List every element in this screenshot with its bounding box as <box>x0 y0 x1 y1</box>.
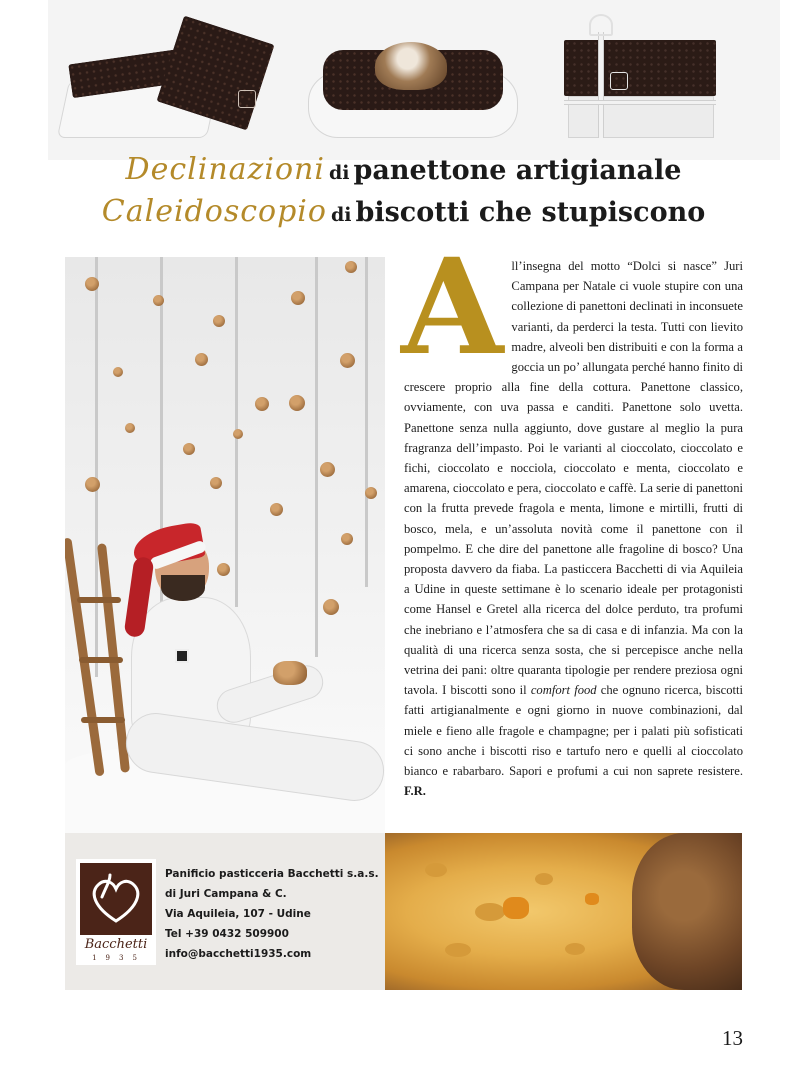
heart-b-icon <box>80 863 152 935</box>
panettone-box-image <box>303 20 533 150</box>
panettone-closeup-photo <box>385 833 742 990</box>
page-number: 13 <box>722 1026 743 1050</box>
headline-line-2 <box>0 194 807 229</box>
contact-owner: di Juri Campana & C. <box>165 888 287 900</box>
headline-connector-1: di <box>328 162 350 184</box>
product-photo-strip <box>48 0 780 160</box>
headline-title-1: panettone artigianale <box>353 155 682 186</box>
author-signature: F.R. <box>404 784 426 799</box>
headline-connector-2: di <box>330 204 352 226</box>
open-gift-box-image <box>58 18 288 148</box>
baker-photo <box>65 257 385 833</box>
headline-title-2: biscotti che stupiscono <box>355 197 706 228</box>
panettone-dome <box>375 42 447 90</box>
article-emphasis: comfort food <box>530 683 597 698</box>
article-text: ll’insegna del motto “Dolci si nasce” Juri Campana per Natale ci vuole stupire con una collezione di panettoni declinati in inconsuete varianti, da perderci la testa. Tutti con lievito madre, alveoli ben distribuiti e con la forma a goccia un po’ allungata perché hanno finito di crescere proprio alla fine della cottura. Panettone classico, ovviamente, con uva passa e canditi. Panettone solo uvetta. Panettone senza nulla aggiunto, dove gustare al meglio la pura fragranza dell’impasto. Poi le varianti al cioccolato, cioccolato e fichi, cioccolato e nocciola, cioccolato e menta, cioccolato e amarena, cioccolato e pera, cioccolato e caffè. La serie di panettoni con la frutta prevede fragola e menta, limone e mirtilli, frutti di bosco, mela, e un’assoluta novità come il panettone con il pompelmo. E che dire del panettone alle fragoline di bosco? Una proposta davvero da fiaba. La pasticcera Bacchetti di via Aquileia a Udine in queste settimane è lo scenario ideale per protagonisti come Hansel e Gretel alla ricerca del dolce perduto, tra profumi che inebriano e l’atmosfera che sa di casa e di infanzia. Ma con la qualità di una ricerca senza sosta, che si percepisce anche nella vetrina dei pani: oltre quaranta tipologie per rendere preziosa ogni tavola. I biscotti sono il <box>404 259 743 698</box>
headline-script-word-1: Declinazioni <box>125 152 325 187</box>
contact-phone: Tel +39 0432 509900 <box>165 928 289 940</box>
article-text-end: che ognuno ricerca, biscotti fatti artigianalmente e ogni giorno in nuove combinazioni, dal miele e fieno alle fragole e champagne; per i palati più sofisticati ci sono anche i biscotti riso e tartufo nero e quelli al cioccolato bianco e rabarbaro. Sapori e profumi a cui non saprete resistere. <box>404 683 744 779</box>
contact-email[interactable]: info@bacchetti1935.com <box>165 948 312 960</box>
logo-name: Bacchetti <box>84 937 148 952</box>
article-body <box>401 230 744 801</box>
ribbon-bow <box>589 14 613 36</box>
contact-address: Via Aquileia, 107 - Udine <box>165 908 311 920</box>
headline-script-word-2: Caleidoscopio <box>101 194 327 229</box>
contact-box <box>65 833 385 990</box>
bacchetti-logo <box>76 859 156 965</box>
closed-gift-box-image <box>558 14 758 150</box>
contact-company: Panificio pasticceria Bacchetti s.a.s. <box>165 868 379 880</box>
logo-mark <box>80 863 152 935</box>
drop-cap: A <box>401 230 504 385</box>
contact-details <box>165 864 379 964</box>
logo-year: 1935 <box>92 954 146 962</box>
headline-line-1 <box>0 152 807 187</box>
